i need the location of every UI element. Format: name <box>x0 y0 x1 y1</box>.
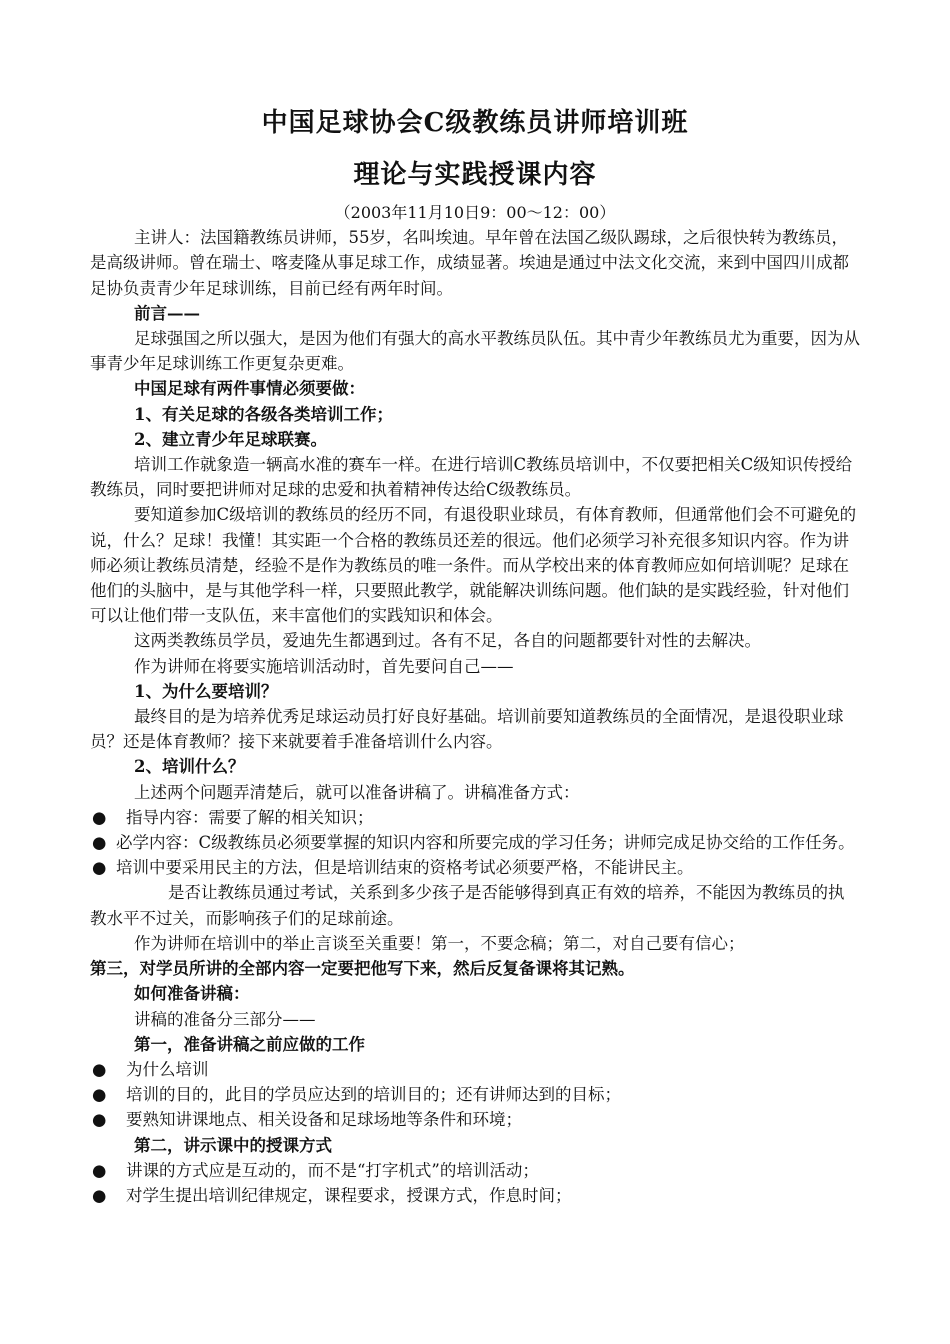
bullet-text: 为什么培训 <box>126 1059 209 1079</box>
bullet-item <box>90 1107 860 1132</box>
document-page <box>90 102 860 1208</box>
bullet-item <box>90 1057 860 1082</box>
part-2-heading: 第二，讲示课中的授课方式 <box>134 1135 332 1155</box>
bullet-item <box>90 805 860 830</box>
coach-background-paragraph: 要知道参加C级培训的教练员的经历不同，有退役职业球员，有体育教师，但通常他们会不可避免的说，什么？足球！我懂！其实距一个合格的教练员还差的很远。他们必须学习补充很多知识内容。作为讲师必须让教练员清楚，经验不是作为教练员的唯一条件。而从学校出来的体育教师应如何培训呢？足球在他们的头脑中，是与其他学科一样，只要照此教学，就能解决训练问题。他们缺的是实践经验，针对他们可以让他们带一支队伍，来丰富他们的实践知识和体会。 <box>90 505 857 626</box>
speaker-intro-paragraph: 主讲人：法国籍教练员讲师，55岁，名叫埃迪。早年曾在法国乙级队踢球，之后很快转为教练员，是高级讲师。曾在瑞士、喀麦隆从事足球工作，成绩显著。埃迪是通过中法文化交流，来到中国四川成都足协负责青少年足球训练，目前已经有两年时间。 <box>90 228 849 298</box>
conduct-paragraph-bold: 第三，对学员所讲的全部内容一定要把他写下来，然后反复备课将其记熟。 <box>90 959 635 979</box>
bullet-text: 必学内容：C级教练员必须要掌握的知识内容和所要完成的学习任务；讲师完成足协交给的工作任务。 <box>116 833 855 853</box>
bullet-icon: ● <box>92 858 107 878</box>
question-2-heading: 2、培训什么？ <box>134 757 245 777</box>
bullet-item <box>90 855 860 880</box>
lecture-date: （2003年11月10日9：00～12：00） <box>334 203 616 222</box>
bullet-text: 要熟知讲课地点、相关设备和足球场地等条件和环境； <box>126 1110 522 1130</box>
bullet-item <box>90 1183 860 1208</box>
two-types-paragraph: 这两类教练员学员，爱迪先生都遇到过。各有不足，各自的问题都要针对性的去解决。 <box>134 631 761 651</box>
bullet-icon: ● <box>92 807 107 827</box>
two-things-heading: 中国足球有两件事情必须要做： <box>134 379 365 399</box>
question-1-paragraph: 最终目的是为培养优秀足球运动员打好良好基础。培训前要知道教练员的全面情况，是退役职业球员？还是体育教师？接下来就要着手准备培训什么内容。 <box>90 707 844 752</box>
bullet-icon: ● <box>92 1110 107 1130</box>
bullet-item <box>90 1158 860 1183</box>
bullet-text: 培训的目的，此目的学员应达到的培训目的；还有讲师达到的目标； <box>126 1085 621 1105</box>
bullet-text: 讲课的方式应是互动的，而不是“打字机式”的培训活动； <box>126 1160 539 1180</box>
bullet-icon: ● <box>92 1160 107 1180</box>
training-paragraph: 培训工作就象造一辆高水准的赛车一样。在进行培训C教练员培训中，不仅要把相关C级知识传授给教练员，同时要把讲师对足球的忠爱和执着精神传达给C级教练员。 <box>90 455 853 500</box>
bullet-text: 培训中要采用民主的方法，但是培训结束的资格考试必须要严格，不能讲民主。 <box>116 858 694 878</box>
preface-heading: 前言—— <box>134 303 200 323</box>
bullet-icon: ● <box>92 1085 107 1105</box>
how-to-prepare-heading: 如何准备讲稿： <box>134 984 250 1004</box>
document-subtitle: 理论与实践授课内容 <box>353 160 597 190</box>
bullet-text: 对学生提出培训纪律规定，课程要求，授课方式，作息时间； <box>126 1185 572 1205</box>
three-parts-paragraph: 讲稿的准备分三部分—— <box>134 1009 316 1029</box>
bullet-icon: ● <box>92 1059 107 1079</box>
bullet-text: 指导内容：需要了解的相关知识； <box>126 807 374 827</box>
two-things-item-1: 1、有关足球的各级各类培训工作； <box>134 404 393 424</box>
question-1-heading: 1、为什么要培训？ <box>134 681 278 701</box>
ask-yourself-paragraph: 作为讲师在将要实施培训活动时，首先要问自己—— <box>134 656 514 676</box>
question-2-paragraph: 上述两个问题弄清楚后，就可以准备讲稿了。讲稿准备方式： <box>134 782 580 802</box>
two-things-item-2: 2、建立青少年足球联赛。 <box>134 429 327 449</box>
document-title: 中国足球协会C级教练员讲师培训班 <box>261 108 689 138</box>
conduct-paragraph: 作为讲师在培训中的举止言谈至关重要！第一，不要念稿；第二，对自己要有信心； <box>134 933 745 953</box>
bullet-icon: ● <box>92 833 107 853</box>
exam-paragraph: 是否让教练员通过考试，关系到多少孩子是否能够得到真正有效的培养，不能因为教练员的执教水平不过关，而影响孩子们的足球前途。 <box>90 883 845 928</box>
bullet-item <box>90 830 860 855</box>
bullet-item <box>90 1082 860 1107</box>
preface-paragraph: 足球强国之所以强大，是因为他们有强大的高水平教练员队伍。其中青少年教练员尤为重要，因为从事青少年足球训练工作更复杂更难。 <box>90 329 860 374</box>
bullet-icon: ● <box>92 1185 107 1205</box>
part-1-heading: 第一，准备讲稿之前应做的工作 <box>134 1034 365 1054</box>
